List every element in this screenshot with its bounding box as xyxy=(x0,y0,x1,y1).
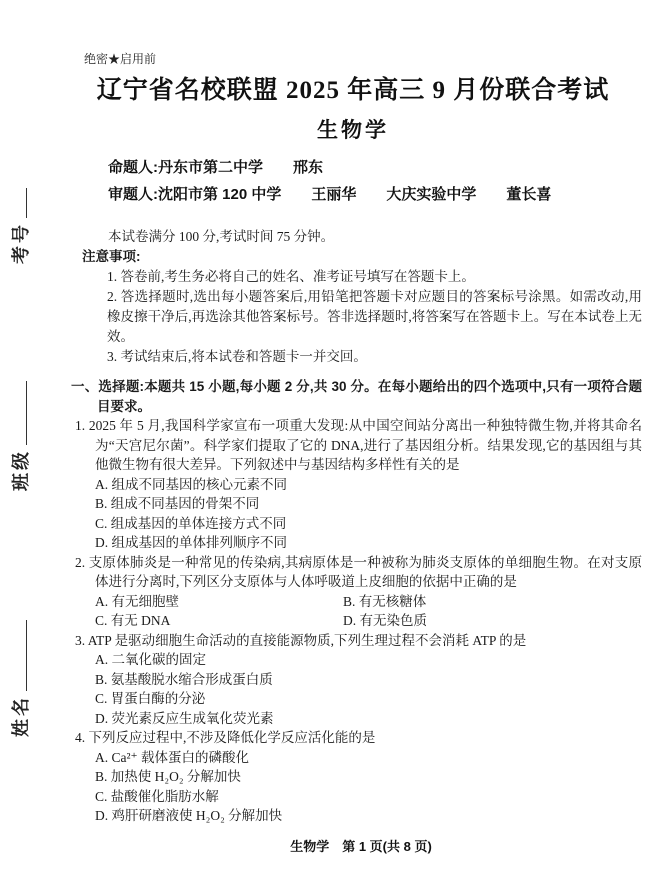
class-label: 班级 xyxy=(11,449,31,491)
intro-block xyxy=(82,227,642,367)
option-d: D. 荧光素反应生成氧化荧光素 xyxy=(95,710,274,726)
questions-block xyxy=(71,377,642,826)
option-b: B. 加热使 H₂O₂ 分解加快 xyxy=(95,769,241,784)
subject-title: 生物学 xyxy=(317,119,389,142)
note-item: 1. 答卷前,考生务必将自己的姓名、准考证号填写在答题卡上。 xyxy=(107,269,475,284)
page-footer: 生物学 第 1 页(共 8 页) xyxy=(290,839,432,854)
option-c: C. 胃蛋白酶的分泌 xyxy=(95,691,206,706)
class-blank-line xyxy=(8,381,27,445)
question-stem: 3. ATP 是驱动细胞生命活动的直接能源物质,下列生理过程不会消耗 ATP 的是 xyxy=(75,632,527,648)
exam-title: 辽宁省名校联盟 2025 年高三 9 月份联合考试 xyxy=(96,77,610,104)
question-stem: 4. 下列反应过程中,不涉及降低化学反应活化能的是 xyxy=(75,730,376,745)
question-options xyxy=(95,592,642,631)
question-stem: 1. 2025 年 5 月,我国科学家宣布一项重大发现:从中国空间站分离出一种独特微生物,并将其命名为“天宫尼尔菌”。科学家们提取了它的 DNA,进行了基因组分析。结果发现,它的基因组与其他微生物有很大差异。下列叙述中与基因结构多样性有关的是 xyxy=(75,418,642,472)
option-a: A. 二氧化碳的固定 xyxy=(95,652,206,667)
question-3 xyxy=(71,631,642,729)
option-d: D. 鸡肝研磨液使 H₂O₂ 分解加快 xyxy=(95,808,283,823)
section-header: 一、选择题:本题共 15 小题,每小题 2 分,共 30 分。在每小题给出的四个选项中,只有一项符合题目要求。 xyxy=(71,379,642,414)
proposer-line: 命题人:丹东市第二中学 邢东 xyxy=(108,159,323,176)
question-4 xyxy=(71,728,642,826)
name-label: 姓名 xyxy=(11,695,31,737)
notes-title: 注意事项: xyxy=(82,249,141,264)
exam-number-label: 考号 xyxy=(11,222,31,264)
option-a: A. 组成不同基因的核心元素不同 xyxy=(95,476,287,492)
option-b: B. 氨基酸脱水缩合形成蛋白质 xyxy=(95,671,273,687)
question-options xyxy=(95,650,642,728)
question-options xyxy=(95,475,642,553)
option-c: C. 组成基因的单体连接方式不同 xyxy=(95,515,287,531)
classification-banner: 绝密★启用前 xyxy=(84,52,157,66)
option-b: B. 有无核糖体 xyxy=(343,593,427,609)
option-d: D. 有无染色质 xyxy=(343,613,427,628)
note-item: 3. 考试结束后,将本试卷和答题卡一并交回。 xyxy=(107,349,367,364)
reviewer-line: 审题人:沈阳市第 120 中学 王丽华 大庆实验中学 董长喜 xyxy=(108,186,552,203)
question-options xyxy=(95,748,642,826)
question-2 xyxy=(71,553,642,631)
option-b: B. 组成不同基因的骨架不同 xyxy=(95,496,260,511)
option-a: A. Ca²⁺ 载体蛋白的磷酸化 xyxy=(95,749,250,765)
option-c: C. 盐酸催化脂肪水解 xyxy=(95,788,219,804)
option-a: A. 有无细胞壁 xyxy=(95,593,179,609)
name-blank-line xyxy=(8,620,27,691)
note-item: 2. 答选择题时,选出每小题答案后,用铅笔把答题卡对应题目的答案标号涂黑。如需改动,用橡皮擦干净后,再选涂其他答案标号。答非选择题时,将答案写在答题卡上。写在本试卷上无效。 xyxy=(107,289,642,344)
option-d: D. 组成基因的单体排列顺序不同 xyxy=(95,535,287,550)
question-stem: 2. 支原体肺炎是一种常见的传染病,其病原体是一种被称为肺炎支原体的单细胞生物。在对支原体进行分离时,下列区分支原体与人体呼吸道上皮细胞的依据中正确的是 xyxy=(75,554,642,589)
option-c: C. 有无 DNA xyxy=(95,613,171,628)
question-1 xyxy=(71,416,642,553)
margin-field-exam-number xyxy=(8,186,34,264)
exam-summary: 本试卷满分 100 分,考试时间 75 分钟。 xyxy=(108,229,335,244)
margin-field-class xyxy=(8,383,34,491)
exam-number-blank-line xyxy=(8,188,27,218)
margin-field-name xyxy=(8,622,34,737)
